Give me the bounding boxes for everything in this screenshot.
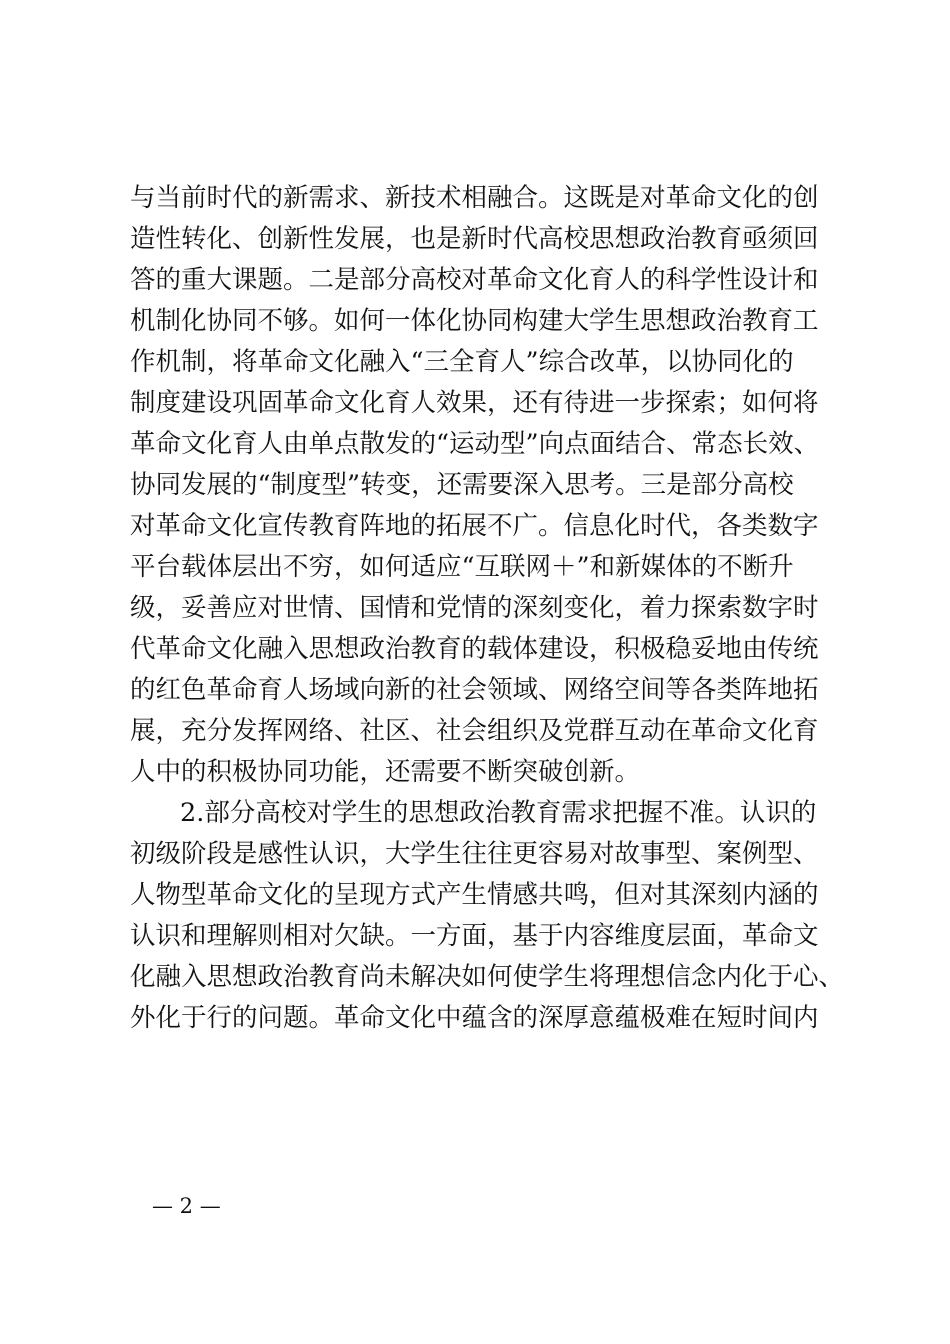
text-line: 代革命文化融入思想政治教育的载体建设，积极稳妥地由传统 [130, 634, 819, 664]
text-line: 答的重大课题。二是部分高校对革命文化育人的科学性设计和 [130, 265, 819, 295]
page-number: — 2 — [152, 1194, 221, 1218]
text-line: 协同发展的“制度型”转变，还需要深入思考。三是部分高校 [130, 470, 794, 500]
text-line: 革命文化育人由单点散发的“运动型”向点面结合、常态长效、 [130, 429, 820, 459]
text-line: 外化于行的问题。革命文化中蕴含的深厚意蕴极难在短时间内 [130, 1003, 819, 1033]
text-line: 化融入思想政治教育尚未解决如何使学生将理想信念内化于心、 [130, 962, 845, 992]
text-line: 平台载体层出不穷，如何适应“互联网＋”和新媒体的不断升 [130, 552, 794, 582]
text-line: 的红色革命育人场域向新的社会领域、网络空间等各类阵地拓 [130, 675, 819, 705]
text-line: 2.部分高校对学生的思想政治教育需求把握不准。认识的 [180, 798, 817, 828]
text-line: 与当前时代的新需求、新技术相融合。这既是对革命文化的创 [130, 183, 819, 213]
text-line: 认识和理解则相对欠缺。一方面，基于内容维度层面，革命文 [130, 921, 819, 951]
text-line: 人物型革命文化的呈现方式产生情感共鸣，但对其深刻内涵的 [130, 880, 819, 910]
text-line: 人中的积极协同功能，还需要不断突破创新。 [130, 757, 641, 787]
text-line: 展，充分发挥网络、社区、社会组织及党群互动在革命文化育 [130, 716, 819, 746]
text-line: 初级阶段是感性认识，大学生往往更容易对故事型、案例型、 [130, 839, 819, 869]
text-line: 造性转化、创新性发展，也是新时代高校思想政治教育亟须回 [130, 224, 819, 254]
text-line: 对革命文化宣传教育阵地的拓展不广。信息化时代，各类数字 [130, 511, 819, 541]
text-line: 制度建设巩固革命文化育人效果，还有待进一步探索；如何将 [130, 388, 819, 418]
text-line: 级，妥善应对世情、国情和党情的深刻变化，着力探索数字时 [130, 593, 819, 623]
text-line: 作机制，将革命文化融入“三全育人”综合改革，以协同化的 [130, 347, 794, 377]
text-line: 机制化协同不够。如何一体化协同构建大学生思想政治教育工 [130, 306, 819, 336]
